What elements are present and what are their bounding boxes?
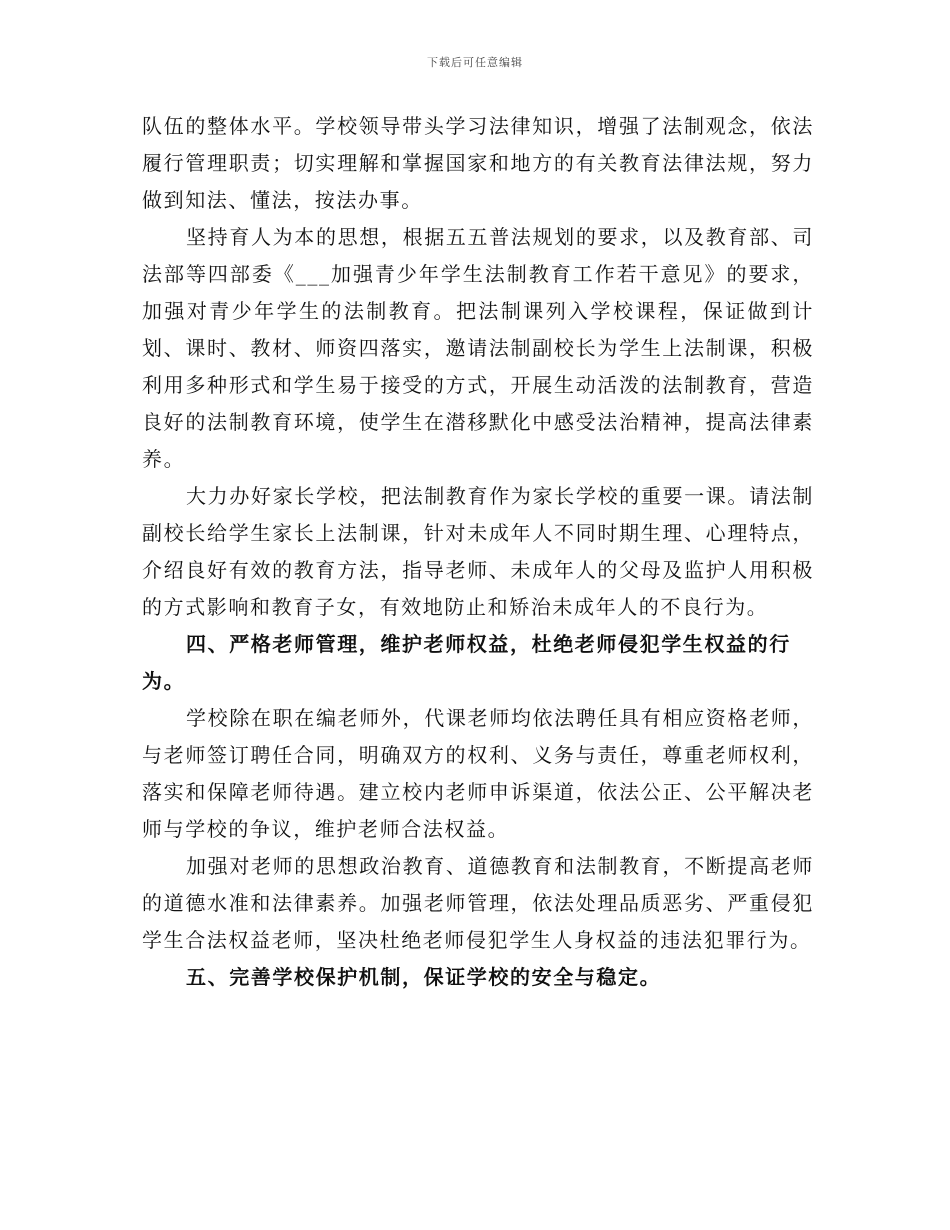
- section-heading-5: 五、完善学校保护机制，保证学校的安全与稳定。: [186, 965, 662, 989]
- paragraph-1: 队伍的整体水平。学校领导带头学习法律知识，增强了法制观念，依法履行管理职责；切实理解和掌握国家和地方的有关教育法律法规，努力做到知法、懂法，按法办事。: [142, 114, 814, 212]
- section-heading-4: 四、严格老师管理，维护老师权益，杜绝老师侵犯学生权益的行为。: [142, 632, 791, 693]
- paragraph-3: 大力办好家长学校，把法制教育作为家长学校的重要一课。请法制副校长给学生家长上法制课，针对未成年人不同时期生理、心理特点，介绍良好有效的教育方法，指导老师、未成年人的父母及监护人用积极的方式影响和教育子女，有效地防止和矫治未成年人的不良行为。: [142, 484, 814, 619]
- paragraph-4: 学校除在职在编老师外，代课老师均依法聘任具有相应资格老师，与老师签订聘任合同，明确双方的权利、义务与责任，尊重老师权利，落实和保障老师待遇。建立校内老师申诉渠道，依法公正、公平解决老师与学校的争议，维护老师合法权益。: [142, 706, 814, 841]
- paragraph-5: 加强对老师的思想政治教育、道德教育和法制教育，不断提高老师的道德水准和法律素养。加强老师管理，依法处理品质恶劣、严重侵犯学生合法权益老师，坚决杜绝老师侵犯学生人身权益的违法犯罪行为。: [142, 854, 814, 952]
- paragraph-2: 坚持育人为本的思想，根据五五普法规划的要求，以及教育部、司法部等四部委《___加强青少年学生法制教育工作若干意见》的要求，加强对青少年学生的法制教育。把法制课列入学校课程，保证做到计划、课时、教材、师资四落实，邀请法制副校长为学生上法制课，积极利用多种形式和学生易于接受的方式，开展生动活泼的法制教育，营造良好的法制教育环境，使学生在潜移默化中感受法治精神，提高法律素养。: [142, 225, 814, 471]
- document-body: [142, 108, 814, 996]
- page-header: 下载后可任意编辑: [427, 56, 523, 69]
